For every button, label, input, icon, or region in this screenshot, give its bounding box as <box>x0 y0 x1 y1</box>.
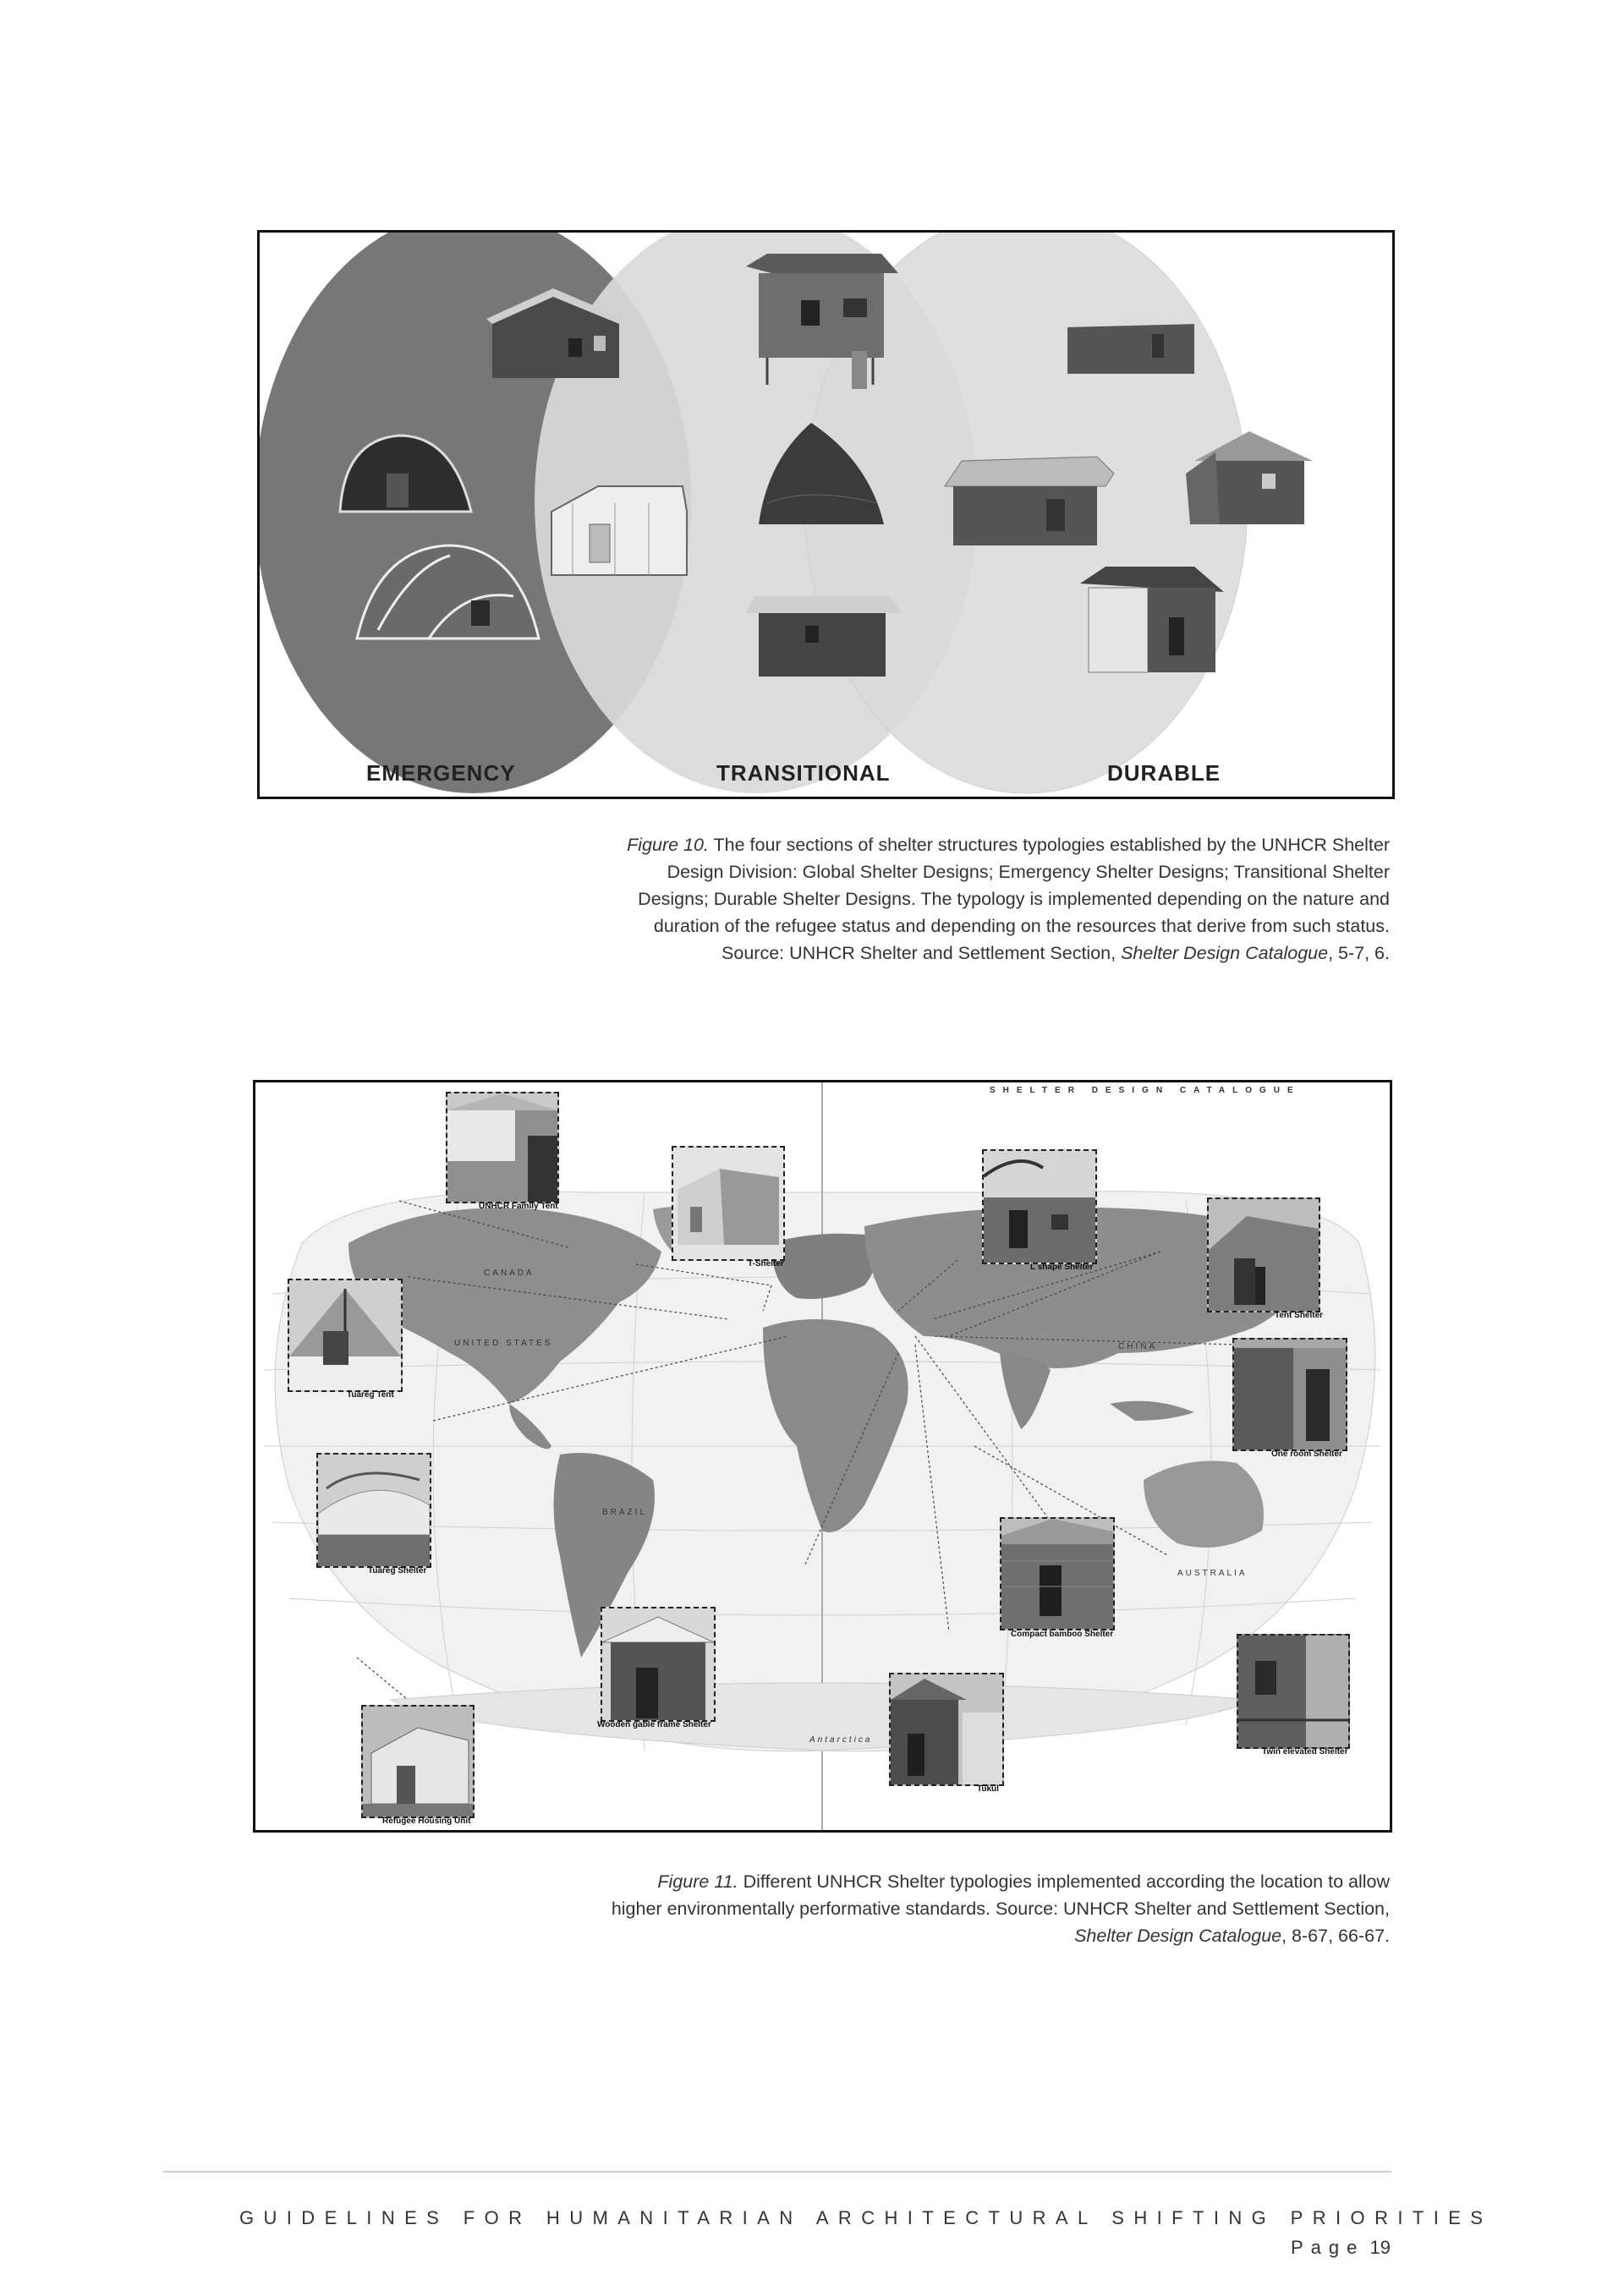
thumbnail-label: Tent Shelter <box>1275 1311 1324 1320</box>
thumbnail-label: One room Shelter <box>1271 1449 1342 1459</box>
figure-number: Figure 10. <box>627 835 709 855</box>
thumbnail-l-shape-shelter <box>982 1149 1097 1264</box>
emergency-label: EMERGENCY <box>366 760 516 786</box>
thumbnail-wooden-gable-frame-shelter <box>601 1607 716 1722</box>
thumbnail-compact-bamboo-shelter <box>1000 1517 1115 1630</box>
thumbnail-label: L shape Shelter <box>1030 1263 1094 1272</box>
source-pages: , 5-7, 6. <box>1328 943 1390 963</box>
caption-source-line <box>612 1922 1390 1949</box>
thumbnail-tent-shelter <box>1207 1197 1320 1312</box>
figure-11-caption <box>612 1868 1390 1949</box>
page-word: Page <box>1291 2237 1365 2258</box>
thumbnail-label: Wooden gable frame Shelter <box>597 1720 711 1729</box>
caption-source-line <box>627 940 1390 967</box>
venn-circles <box>260 233 1392 797</box>
map-label-canada: CANADA <box>484 1269 535 1278</box>
thumbnail-label: Compact bamboo Shelter <box>1011 1630 1114 1639</box>
caption-line <box>627 831 1390 858</box>
source-title: Shelter Design Catalogue <box>1074 1926 1282 1946</box>
caption-line: Designs; Durable Shelter Designs. The typology is implemented depending on the nature and <box>638 889 1390 909</box>
page-number: 19 <box>1369 2237 1391 2258</box>
caption-line: duration of the refugee status and depending on the resources that derive from such status. <box>653 916 1390 936</box>
footer-divider <box>163 2171 1391 2173</box>
thumbnail-twin-elevated-shelter <box>1237 1634 1350 1749</box>
footer-document-title: GUIDELINES FOR HUMANITARIAN ARCHITECTURAL SHIFTING PRIORITIES <box>239 2207 1493 2228</box>
map-label-australia: AUSTRALIA <box>1177 1569 1248 1578</box>
thumbnail-label: Twin elevated Shelter <box>1262 1747 1348 1756</box>
durable-label: DURABLE <box>1107 760 1221 786</box>
thumbnail-refugee-housing-unit <box>361 1705 475 1818</box>
gable-house-image <box>945 457 1114 545</box>
map-label-antarctica: Antarctica <box>809 1735 873 1745</box>
block-house-image <box>1080 567 1224 672</box>
thumbnail-label: Tuareg Shelter <box>368 1566 427 1575</box>
thumbnail-t-shelter <box>672 1146 785 1261</box>
thumbnail-tuareg-shelter <box>316 1453 431 1568</box>
thumbnail-label: Tukul <box>977 1784 999 1794</box>
caption-line: higher environmentally performative standards. Source: UNHCR Shelter and Settlement Section, <box>611 1899 1390 1919</box>
thumbnail-tukul <box>889 1673 1004 1786</box>
thumbnail-one-room-shelter <box>1232 1338 1347 1451</box>
source-prefix: Source: UNHCR Shelter and Settlement Section, <box>721 943 1122 963</box>
caption-text: The four sections of shelter structures typologies established by the UNHCR Shelter <box>708 835 1390 855</box>
figure-11-world-map <box>253 1080 1392 1833</box>
figure-number: Figure 11. <box>657 1871 738 1892</box>
map-header: SHELTER DESIGN CATALOGUE <box>990 1086 1301 1095</box>
figure-10-caption <box>627 831 1390 967</box>
thumbnail-label: T-Shelter <box>748 1259 784 1269</box>
thumbnail-label: UNHCR Family Tent <box>479 1202 558 1211</box>
source-pages: , 8-67, 66-67. <box>1281 1926 1390 1946</box>
figure-10-venn-diagram <box>257 230 1395 799</box>
mud-house-image <box>746 596 903 677</box>
map-label-brazil: BRAZIL <box>602 1508 648 1517</box>
caption-line: Design Division: Global Shelter Designs; Emergency Shelter Designs; Transitional Shelter <box>667 862 1390 882</box>
stone-house-image <box>1063 317 1200 374</box>
transitional-label: TRANSITIONAL <box>716 760 891 786</box>
thumbnail-unhcr-family-tent <box>446 1092 559 1203</box>
thumbnail-label: Refugee Housing Unit <box>382 1817 471 1826</box>
map-label-united-states: UNITED STATES <box>454 1339 553 1348</box>
source-title: Shelter Design Catalogue <box>1121 943 1329 963</box>
map-label-china: CHINA <box>1118 1342 1158 1351</box>
thumbnail-tuareg-tent <box>288 1279 403 1392</box>
thumbnail-label: Tuareg Tent <box>347 1390 394 1400</box>
caption-line <box>612 1868 1390 1895</box>
footer-page-number <box>1291 2237 1391 2259</box>
caption-text: Different UNHCR Shelter typologies implemented according the location to allow <box>738 1871 1390 1892</box>
